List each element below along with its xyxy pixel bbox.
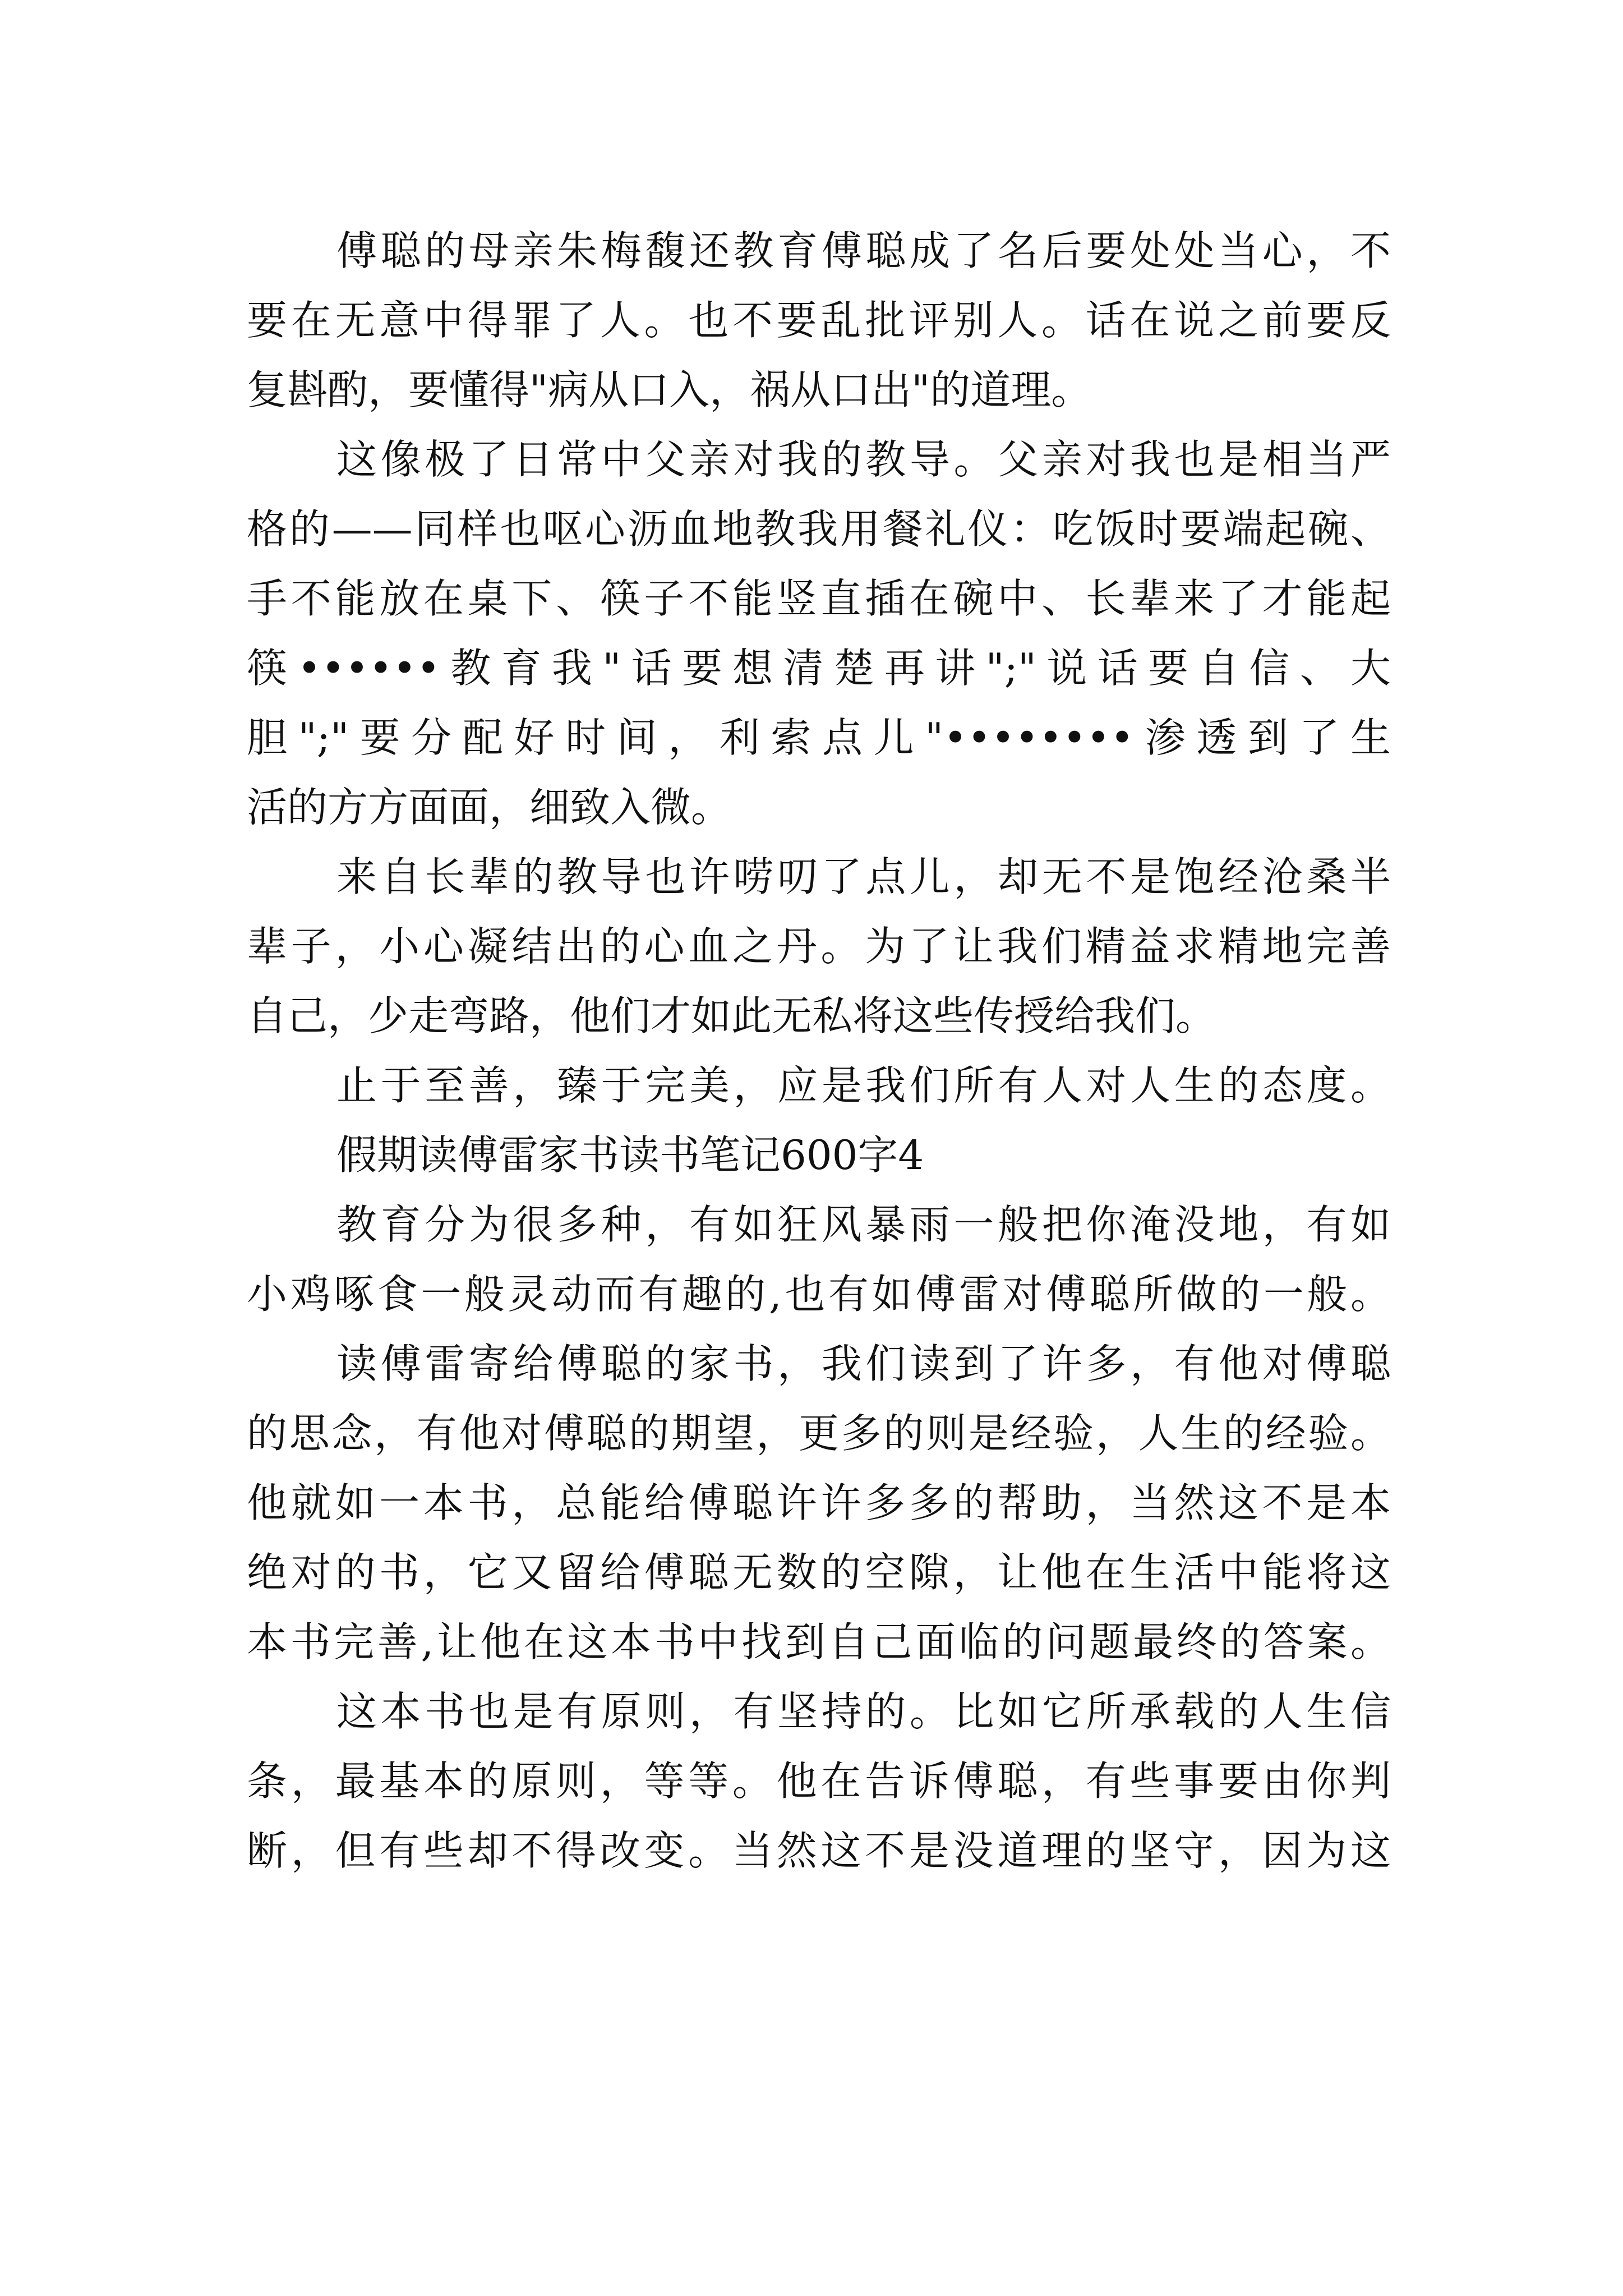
text-line: 教育分为很多种，有如狂风暴雨一般把你淹没地，有如 bbox=[336, 1201, 1391, 1248]
text-line: 小鸡啄食一般灵动而有趣的,也有如傅雷对傅聪所做的一般。 bbox=[247, 1271, 1391, 1318]
text-line: 要在无意中得罪了人。也不要乱批评别人。话在说之前要反 bbox=[247, 297, 1391, 344]
text-line: 自己，少走弯路，他们才如此无私将这些传授给我们。 bbox=[247, 992, 1216, 1039]
paragraph bbox=[247, 425, 1391, 842]
text-line: 手不能放在桌下、筷子不能竖直插在碗中、长辈来了才能起 bbox=[247, 575, 1391, 622]
text-line: 他就如一本书，总能给傅聪许许多多的帮助，当然这不是本 bbox=[247, 1479, 1391, 1526]
text-line: 条，最基本的原则，等等。他在告诉傅聪，有些事要由你判 bbox=[247, 1757, 1391, 1805]
text-line: 读傅雷寄给傅聪的家书，我们读到了许多，有他对傅聪 bbox=[336, 1340, 1391, 1387]
text-line: 活的方方面面，细致入微。 bbox=[247, 784, 732, 831]
text-line: 筷••••••教育我"话要想清楚再讲";"说话要自信、大 bbox=[247, 645, 1391, 692]
text-line: 胆";"要分配好时间，利索点儿"••••••••渗透到了生 bbox=[247, 714, 1391, 761]
text-line: 这本书也是有原则，有坚持的。比如它所承载的人生信 bbox=[336, 1688, 1391, 1735]
text-line: 这像极了日常中父亲对我的教导。父亲对我也是相当严 bbox=[336, 436, 1391, 483]
text-line: 的思念，有他对傅聪的期望，更多的则是经验，人生的经验。 bbox=[247, 1410, 1391, 1457]
text-line: 断，但有些却不得改变。当然这不是没道理的坚守，因为这 bbox=[247, 1827, 1391, 1874]
paragraph bbox=[247, 1051, 1391, 1120]
paragraph bbox=[247, 1677, 1391, 1885]
text-line: 本书完善,让他在这本书中找到自己面临的问题最终的答案。 bbox=[247, 1618, 1391, 1665]
text-line: 复斟酌，要懂得"病从口入，祸从口出"的道理。 bbox=[247, 366, 1092, 413]
paragraph bbox=[247, 216, 1391, 425]
text-line: 傅聪的母亲朱梅馥还教育傅聪成了名后要处处当心，不 bbox=[336, 227, 1391, 274]
heading-line: 假期读傅雷家书读书笔记600字4 bbox=[336, 1131, 924, 1179]
text-line: 辈子，小心凝结出的心血之丹。为了让我们精益求精地完善 bbox=[247, 923, 1391, 970]
paragraph bbox=[247, 1190, 1391, 1329]
text-line: 格的——同样也呕心沥血地教我用餐礼仪：吃饭时要端起碗、 bbox=[247, 505, 1391, 553]
section-heading bbox=[247, 1120, 1391, 1190]
text-line: 止于至善，臻于完美，应是我们所有人对人生的态度。 bbox=[336, 1062, 1391, 1109]
paragraph bbox=[247, 842, 1391, 1051]
text-line: 来自长辈的教导也许唠叨了点儿，却无不是饱经沧桑半 bbox=[336, 853, 1391, 900]
text-line: 绝对的书，它又留给傅聪无数的空隙，让他在生活中能将这 bbox=[247, 1549, 1391, 1596]
paragraph bbox=[247, 1329, 1391, 1677]
body-text bbox=[247, 216, 1391, 1885]
